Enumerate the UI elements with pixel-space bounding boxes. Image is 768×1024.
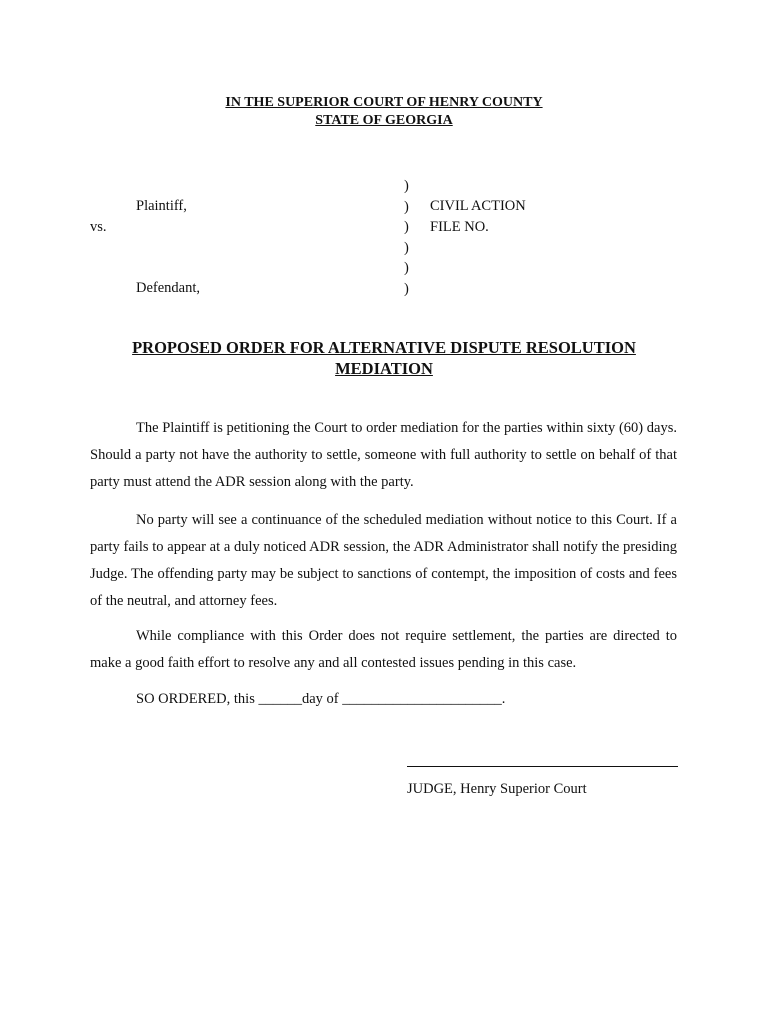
judge-signature-line	[407, 766, 678, 767]
state-name: STATE OF GEORGIA	[315, 113, 453, 128]
caption-divider	[404, 177, 414, 301]
caption-paren: )	[404, 260, 409, 277]
caption-paren: )	[404, 178, 409, 194]
versus-label: vs.	[90, 219, 107, 235]
court-name: IN THE SUPERIOR COURT OF HENRY COUNTY	[225, 95, 543, 110]
defendant-label: Defendant,	[136, 280, 201, 296]
body-paragraph-2: No party will see a continuance of the scheduled mediation without notice to this Court. If a party fails to appear at a duly noticed ADR session, the ADR Administrator shall notify the presiding Judge. The offending party may be subject to sanctions of contempt, the imposition of costs and fees of the neutral, and attorney fees.	[90, 512, 677, 609]
caption-paren: )	[404, 219, 409, 236]
file-number-label: FILE NO.	[430, 219, 489, 235]
plaintiff-label: Plaintiff,	[136, 198, 187, 214]
order-title-line-1: PROPOSED ORDER FOR ALTERNATIVE DISPUTE RESOLUTION	[132, 338, 636, 357]
body-paragraph-3: While compliance with this Order does not require settlement, the parties are directed to make a good faith effort to resolve any and all contested issues pending in this case.	[90, 628, 677, 671]
body-paragraph-1: The Plaintiff is petitioning the Court to order mediation for the parties within sixty (60) days. Should a party not have the authority to settle, someone with full authority to settle on behalf of that party must attend the ADR session along with the party.	[90, 420, 677, 490]
order-title-line-2: MEDIATION	[335, 359, 433, 378]
caption-paren: )	[404, 198, 409, 215]
court-heading	[0, 94, 768, 130]
order-title	[0, 337, 768, 379]
caption-paren: )	[404, 239, 409, 256]
so-ordered-line: SO ORDERED, this ______day of ______________________.	[136, 691, 506, 707]
caption-paren: )	[404, 280, 409, 297]
judge-signature-label: JUDGE, Henry Superior Court	[407, 781, 587, 797]
civil-action-label: CIVIL ACTION	[430, 198, 526, 214]
